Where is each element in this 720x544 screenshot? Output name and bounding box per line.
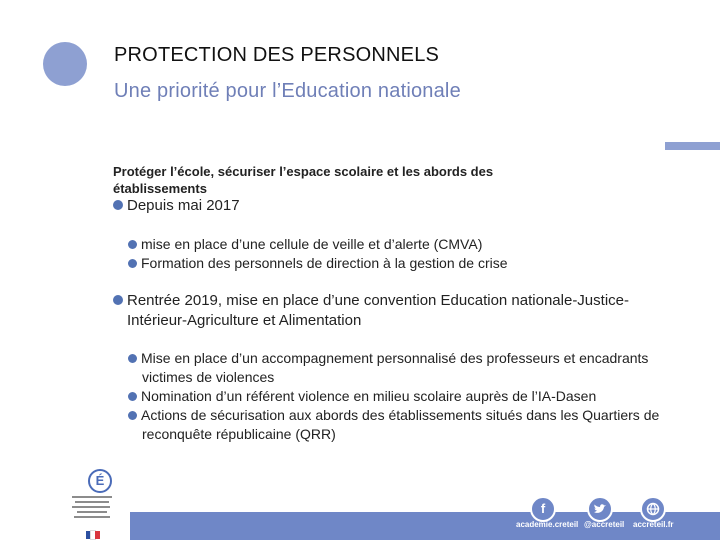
list-item-text: Formation des personnels de direction à la gestion de crise: [141, 255, 508, 271]
section-2-item-3: [128, 406, 682, 444]
list-item-text: mise en place d’une cellule de veille et d’alerte (CMVA): [141, 236, 483, 252]
twitter-icon[interactable]: [587, 496, 613, 522]
section-2-label: Rentrée 2019, mise en place d’une convention Education nationale-Justice-Intérieur-Agriculture et Alimentation: [127, 292, 629, 329]
section-2-item-1: [128, 349, 682, 387]
facebook-label[interactable]: academie.creteil: [516, 520, 579, 529]
academy-logo-e-mark: É: [88, 469, 112, 493]
section-1-label: Depuis mai 2017: [127, 197, 240, 214]
french-flag-icon: [86, 526, 100, 534]
twitter-label[interactable]: @accreteil: [584, 520, 625, 529]
facebook-icon[interactable]: f: [530, 496, 556, 522]
section-1-label-row: [113, 196, 240, 216]
section-2-item-2: [128, 387, 682, 406]
website-label[interactable]: accreteil.fr: [633, 520, 674, 529]
section-1-item-2: [128, 254, 508, 273]
bullet-icon: [128, 411, 137, 420]
list-item-text: Nomination d’un référent violence en milieu scolaire auprès de l’IA-Dasen: [141, 388, 597, 404]
page-title: PROTECTION DES PERSONNELS: [114, 44, 440, 66]
section-heading: Protéger l’école, sécuriser l’espace scolaire et les abords des établissements: [113, 164, 494, 196]
bullet-icon: [128, 240, 137, 249]
bullet-icon: [113, 295, 123, 305]
footer-bar: [130, 512, 720, 540]
decorative-circle: [43, 42, 87, 86]
list-item-text: Mise en place d’un accompagnement personnalisé des professeurs et encadrants victimes de violences: [141, 350, 649, 385]
globe-icon[interactable]: [640, 496, 666, 522]
page-subtitle: Une priorité pour l’Education nationale: [114, 80, 461, 102]
bullet-icon: [128, 259, 137, 268]
section-1-item-1: [128, 235, 482, 254]
bullet-icon: [113, 200, 123, 210]
list-item-text: Actions de sécurisation aux abords des établissements situés dans les Quartiers de reconquête républicaine (QRR): [141, 407, 660, 442]
decorative-rule: [665, 142, 720, 150]
section-2-label-row: [113, 291, 687, 331]
bullet-icon: [128, 354, 137, 363]
academy-logo: [58, 462, 124, 540]
bullet-icon: [128, 392, 137, 401]
